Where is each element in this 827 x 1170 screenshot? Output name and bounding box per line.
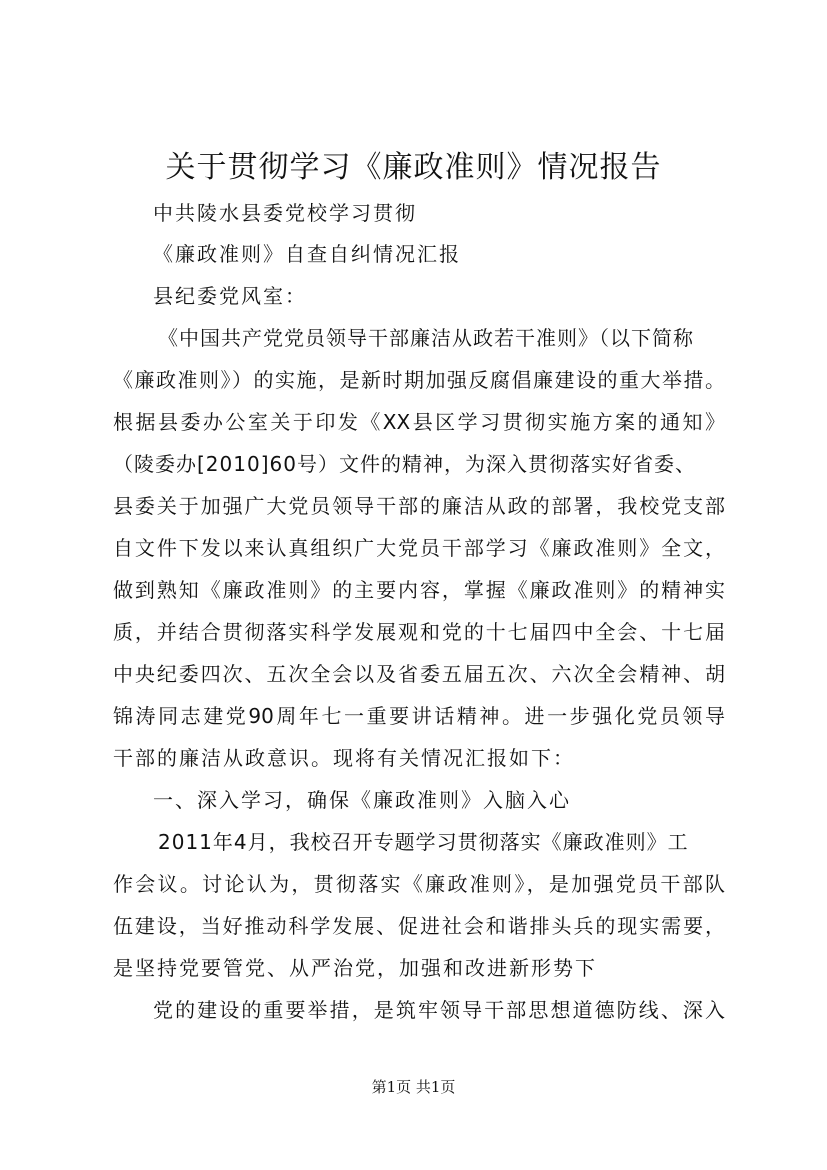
text-line: 伍建设，当好推动科学发展、促进社会和谐排头兵的现实需要， <box>113 914 725 938</box>
text-line: 《廉政准则》自查自纠情况汇报 <box>153 242 461 266</box>
text-line: 中共陵水县委党校学习贯彻 <box>153 201 417 225</box>
page-number: 第1页 共1页 <box>371 1078 456 1096</box>
text-line: 自文件下发以来认真组织广大党员干部学习《廉政准则》全文， <box>113 536 725 560</box>
document-title: 关于贯彻学习《廉政准则》情况报告 <box>165 150 662 185</box>
text-line: （陵委办[2010]60号）文件的精神，为深入贯彻落实好省委、 <box>113 452 696 476</box>
text-line: 做到熟知《廉政准则》的主要内容，掌握《廉政准则》的精神实 <box>113 578 725 602</box>
text-line: 《廉政准则》）的实施，是新时期加强反腐倡廉建设的重大举措。 <box>113 368 725 392</box>
text-line: 2011年4月，我校召开专题学习贯彻落实《廉政准则》工 <box>158 830 689 854</box>
text-line: 质，并结合贯彻落实科学发展观和党的十七届四中全会、十七届 <box>113 620 725 644</box>
text-line: 县委关于加强广大党员领导干部的廉洁从政的部署，我校党支部 <box>113 494 725 518</box>
text-line: 锦涛同志建党90周年七一重要讲话精神。进一步强化党员领导 <box>113 704 725 728</box>
text-line: 党的建设的重要举措，是筑牢领导干部思想道德防线、深入 <box>153 998 725 1022</box>
text-line: 根据县委办公室关于印发《XX县区学习贯彻实施方案的通知》 <box>113 410 725 434</box>
section-heading: 一、深入学习，确保《廉政准则》入脑入心 <box>153 788 571 812</box>
text-line: 作会议。讨论认为，贯彻落实《廉政准则》，是加强党员干部队 <box>113 872 725 896</box>
text-line: 是坚持党要管党、从严治党，加强和改进新形势下 <box>113 956 597 980</box>
text-line: 《中国共产党党员领导干部廉洁从政若干准则》（以下简称 <box>158 326 694 350</box>
text-line: 县纪委党风室： <box>153 284 307 308</box>
text-line: 干部的廉洁从政意识。现将有关情况汇报如下： <box>113 746 575 770</box>
text-line: 中央纪委四次、五次全会以及省委五届五次、六次全会精神、胡 <box>113 662 725 686</box>
